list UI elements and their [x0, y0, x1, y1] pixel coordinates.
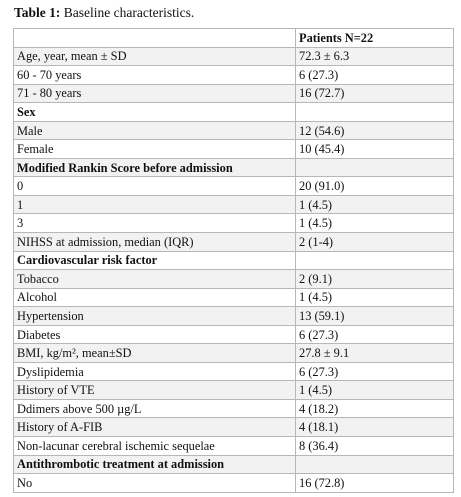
row-label: Dyslipidemia — [14, 362, 296, 381]
row-value: 6 (27.3) — [296, 325, 454, 344]
header-cell-patients: Patients N=22 — [296, 29, 454, 48]
table-row — [14, 270, 454, 289]
row-label: Diabetes — [14, 325, 296, 344]
row-label: Age, year, mean ± SD — [14, 47, 296, 66]
row-value: 4 (18.2) — [296, 399, 454, 418]
table-row — [14, 121, 454, 140]
row-value: 1 (4.5) — [296, 288, 454, 307]
row-value: 72.3 ± 6.3 — [296, 47, 454, 66]
row-value: 8 (36.4) — [296, 437, 454, 456]
row-label: History of A-FIB — [14, 418, 296, 437]
row-label: Ddimers above 500 µg/L — [14, 399, 296, 418]
section-row — [14, 158, 454, 177]
row-value: 4 (18.1) — [296, 418, 454, 437]
row-label: 1 — [14, 195, 296, 214]
table-row — [14, 418, 454, 437]
table-row — [14, 474, 454, 493]
row-label: Alcohol — [14, 288, 296, 307]
table-caption-text: Baseline characteristics. — [60, 5, 195, 20]
row-value: 12 (54.6) — [296, 121, 454, 140]
row-value: 16 (72.8) — [296, 474, 454, 493]
row-value: 6 (27.3) — [296, 362, 454, 381]
row-value: 20 (91.0) — [296, 177, 454, 196]
table-row — [14, 325, 454, 344]
table-row — [14, 307, 454, 326]
section-label: Modified Rankin Score before admission — [14, 158, 296, 177]
row-label: History of VTE — [14, 381, 296, 400]
row-value — [296, 158, 454, 177]
row-value: 16 (72.7) — [296, 84, 454, 103]
table-header-row — [14, 29, 454, 48]
section-label: Antithrombotic treatment at admission — [14, 455, 296, 474]
row-value: 2 (9.1) — [296, 270, 454, 289]
row-value: 2 (1-4) — [296, 233, 454, 252]
row-value: 27.8 ± 9.1 — [296, 344, 454, 363]
table-row — [14, 399, 454, 418]
table-row — [14, 381, 454, 400]
row-value: 10 (45.4) — [296, 140, 454, 159]
section-label: Sex — [14, 103, 296, 122]
row-label: 71 - 80 years — [14, 84, 296, 103]
table-row — [14, 437, 454, 456]
row-label: 60 - 70 years — [14, 66, 296, 85]
row-label: BMI, kg/m², mean±SD — [14, 344, 296, 363]
row-value — [296, 251, 454, 270]
section-row — [14, 455, 454, 474]
table-row — [14, 195, 454, 214]
row-value: 1 (4.5) — [296, 214, 454, 233]
row-label: No — [14, 474, 296, 493]
row-label: Female — [14, 140, 296, 159]
table-row — [14, 362, 454, 381]
section-row — [14, 103, 454, 122]
row-label: NIHSS at admission, median (IQR) — [14, 233, 296, 252]
table-row — [14, 177, 454, 196]
row-label: Tobacco — [14, 270, 296, 289]
row-value — [296, 455, 454, 474]
row-value: 13 (59.1) — [296, 307, 454, 326]
table-row — [14, 66, 454, 85]
table-row — [14, 214, 454, 233]
table-row — [14, 344, 454, 363]
row-label: 3 — [14, 214, 296, 233]
table-row — [14, 47, 454, 66]
table-row — [14, 140, 454, 159]
table-caption-label: Table 1: — [14, 5, 61, 20]
row-value — [296, 103, 454, 122]
table-row — [14, 288, 454, 307]
table-row — [14, 84, 454, 103]
row-label: 0 — [14, 177, 296, 196]
table-row — [14, 233, 454, 252]
table-caption — [14, 5, 194, 21]
row-label: Male — [14, 121, 296, 140]
section-row — [14, 251, 454, 270]
row-value: 6 (27.3) — [296, 66, 454, 85]
row-value: 1 (4.5) — [296, 195, 454, 214]
header-cell-label — [14, 29, 296, 48]
row-value: 1 (4.5) — [296, 381, 454, 400]
section-label: Cardiovascular risk factor — [14, 251, 296, 270]
row-label: Non-lacunar cerebral ischemic sequelae — [14, 437, 296, 456]
row-label: Hypertension — [14, 307, 296, 326]
baseline-characteristics-table — [13, 28, 454, 493]
table-body — [14, 47, 454, 492]
